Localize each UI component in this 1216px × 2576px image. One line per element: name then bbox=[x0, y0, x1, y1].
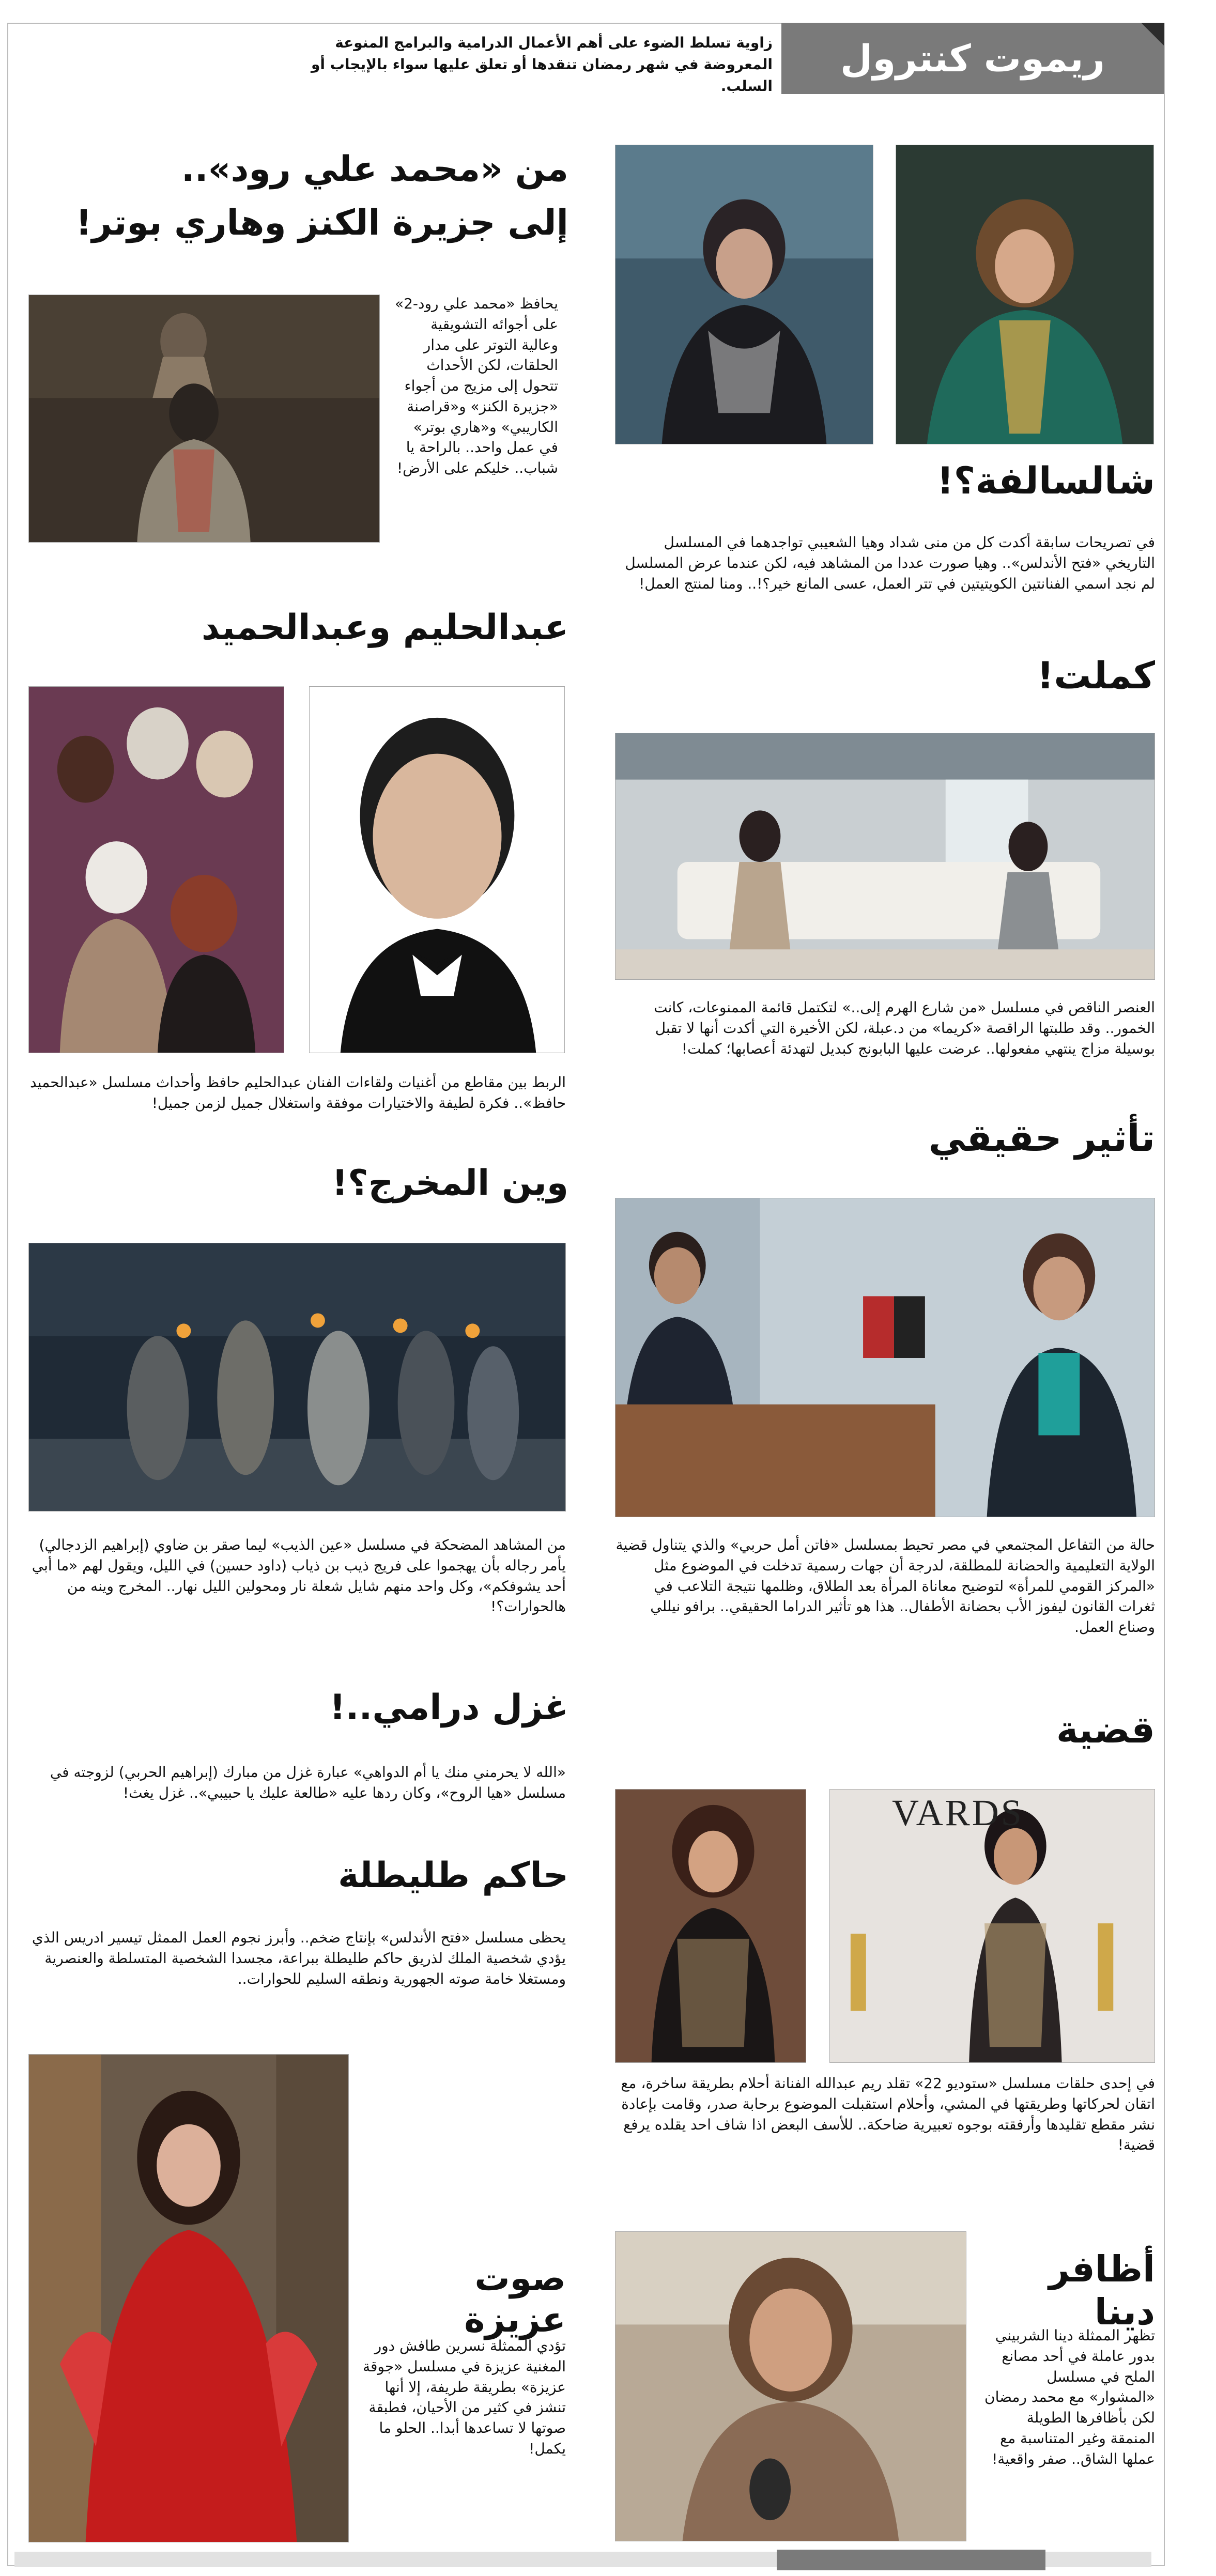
headline-makhraj: وين المخرج؟! bbox=[332, 1163, 568, 1204]
photo-two-actresses-left bbox=[615, 145, 873, 444]
intro-text: زاوية تسلط الضوء على أهم الأعمال الدرامية والبرامج المنوعة المعروضة في شهر رمضان تنقدها أو تعلق عليها سواء بالإيجاب أو السلب. bbox=[311, 34, 773, 95]
body-mohammed: يحافظ «محمد علي رود-2» على أجوائه التشويقية وعالية التوتر على مدار الحلقات، لكن الأحداث تتحول إلى مزيج من أجواء «جزيرة الكنز» و«قراصنة الكاريبي» و«هاري بوتر» في عمل واحد.. بالراحة يا شباب.. خليكم على الأرض! bbox=[394, 295, 558, 476]
headline-dina: أظافر دينا bbox=[1049, 2248, 1155, 2333]
body-ghazal: «الله لا يحرمني منك يا أم الدواهي» عبارة غزل من مبارك (إبراهيم الحربي) لزوجته في مسلسل «هيا الروح»، وكان ردها عليه «طالعة عليك يا حبيبي».. غزل يغث! bbox=[50, 1764, 566, 1801]
photo-two-actresses-right bbox=[896, 145, 1154, 444]
body-kamalat: العنصر الناقص في مسلسل «من شارع الهرم إلى..» لتكتمل قائمة الممنوعات، كانت الخمور.. وقد طلبتها الراقصة «كريما» من د.عبلة، لكن الأخيرة التي أكدت أنها لا تقبل بوسيلة مزاج ينتهي مفعولها.. عرضت عليها البابونج كبديل لتهدئة أعصابها؛ كملت! bbox=[654, 999, 1155, 1057]
body-shalsalfa: في تصريحات سابقة أكدت كل من منى شداد وهيا الشعيبي تواجدهما في المسلسل التاريخي «فتح الأندلس».. وهيا صورت عددا من المشاهد فيه، لكن عندما عرض المسلسل لم نجد اسمي الفنانتين الكويتيتين في تتر العمل، عسى المانع خير؟!.. ومنا لمنتج العمل! bbox=[625, 534, 1155, 592]
body-dina: تظهر الممثلة دينا الشربيني بدور عاملة في أحد مصانع الملح في مسلسل «المشوار» مع محمد رمضان لكن بأظافرها الطويلة المنمقة وغير المتناسبة مع عملها الشاق.. صفر واقعية! bbox=[984, 2327, 1155, 2467]
photo-living-room bbox=[615, 733, 1155, 980]
badge-corner bbox=[1141, 23, 1164, 45]
photo-police-office bbox=[615, 1198, 1155, 1517]
photo-dina bbox=[615, 2231, 966, 2541]
body-sawt: تؤدي الممثلة نسرين طافش دور المغنية عزيزة في مسلسل «جوقة عزيزة» بطريقة طريفة، إلا أنها تنشز في كثير من الأحيان، فطبقة صوتها لا تساعدها أبدا.. الحلو ما يكمل! bbox=[362, 2337, 566, 2457]
photo-abdelhalim-portrait bbox=[309, 686, 565, 1053]
body-hakem: يحظى مسلسل «فتح الأندلس» بإنتاج ضخم.. وأبرز نجوم العمل الممثل تيسير ادريس الذي يؤدي شخصية الملك لذريق حاكم طليطلة ببراعة، مجسدا الشخصية المتسلطة والعنصرية ومستغلا خامة صوته الجهورية ونطقه السليم للحوارات.. bbox=[32, 1929, 566, 1987]
photo-mohammed-ali-road bbox=[28, 295, 380, 543]
awards-backdrop-text: VARDS bbox=[892, 1792, 1024, 1833]
headline-ghazal: غزل درامي..! bbox=[329, 1687, 568, 1728]
body-abdelhalim: الربط بين مقاطع من أغنيات ولقاءات الفنان عبدالحليم حافظ وأحداث مسلسل «عبدالحميد حافظ».. فكرة لطيفة والاختيارات موفقة واستغلال جميل لزمن جميل! bbox=[29, 1074, 566, 1112]
photo-awards-actress bbox=[829, 1789, 1155, 2063]
photo-abdelhamid-cast bbox=[28, 686, 284, 1053]
headline-sawt: صوت عزيزة bbox=[464, 2258, 566, 2341]
headline-hakem: حاكم طليطلة bbox=[338, 1855, 568, 1896]
body-makhraj: من المشاهد المضحكة في مسلسل «عين الذيب» ليما صقر بن ضاوي (إبراهيم الزدجالي) يأمر رجاله بأن يهجموا على فريج ذيب بن ذياب (داود حسين) في الليل، ويقول لهم «ما أبي أحد يشوفكم»، وكل واحد منهم شايل شعلة نار ومحولين الليل نهار.. المخرج وينه من هالحوارات؟! bbox=[32, 1536, 566, 1615]
section-badge bbox=[781, 23, 1164, 94]
photo-imitator bbox=[615, 1789, 806, 2063]
headline-abdelhalim: عبدالحليم وعبدالحميد bbox=[201, 607, 568, 648]
body-qadiya: في إحدى حلقات مسلسل «ستوديو 22» تقلد ريم عبدالله الفنانة أحلام بطريقة ساخرة، مع اتقان لحركاتها وطريقتها في المشي، وأحلام استقبلت الموضوع برحابة صدر، وقامت بإعادة نشر مقطع تقليدها وأرفقته بوجوه تعبيرية ضاحكة.. للأسف البعض اذا شاف احد يقلده يرفع قضية! bbox=[621, 2075, 1155, 2154]
section-title: ريموت كنترول bbox=[840, 37, 1105, 80]
headline-mohammed-1: من «محمد علي رود».. bbox=[181, 149, 568, 190]
photo-nesrine-red-dress bbox=[28, 2054, 349, 2542]
headline-qadiya: قضية bbox=[1056, 1708, 1155, 1751]
body-taatheer: حالة من التفاعل المجتمعي في مصر تحيط بمسلسل «فاتن أمل حربي» والذي يتناول قضية الولاية التعليمية والحضانة للمطلقة، لدرجة أن جهات رسمية تدخلت في الموضوع مثل «المركز القومي للمرأة» لتوضيح معاناة المرأة بعد الطلاق، وظلمها نتيجة التلاعب في ثغرات القانون ليفوز الأب بحضانة الأطفال.. هذا هو تأثير الدراما الحقيقي.. برافو نيللي وصناع العمل. bbox=[615, 1536, 1155, 1636]
headline-shalsalfa: شالسالفة؟! bbox=[936, 459, 1155, 502]
footer-chip bbox=[777, 2550, 1045, 2570]
headline-mohammed-2: إلى جزيرة الكنز وهاري بوتر! bbox=[75, 203, 568, 243]
headline-taatheer: تأثير حقيقي bbox=[928, 1116, 1155, 1160]
headline-kamalat: كملت! bbox=[1037, 654, 1155, 697]
photo-torches-night bbox=[28, 1243, 566, 1511]
